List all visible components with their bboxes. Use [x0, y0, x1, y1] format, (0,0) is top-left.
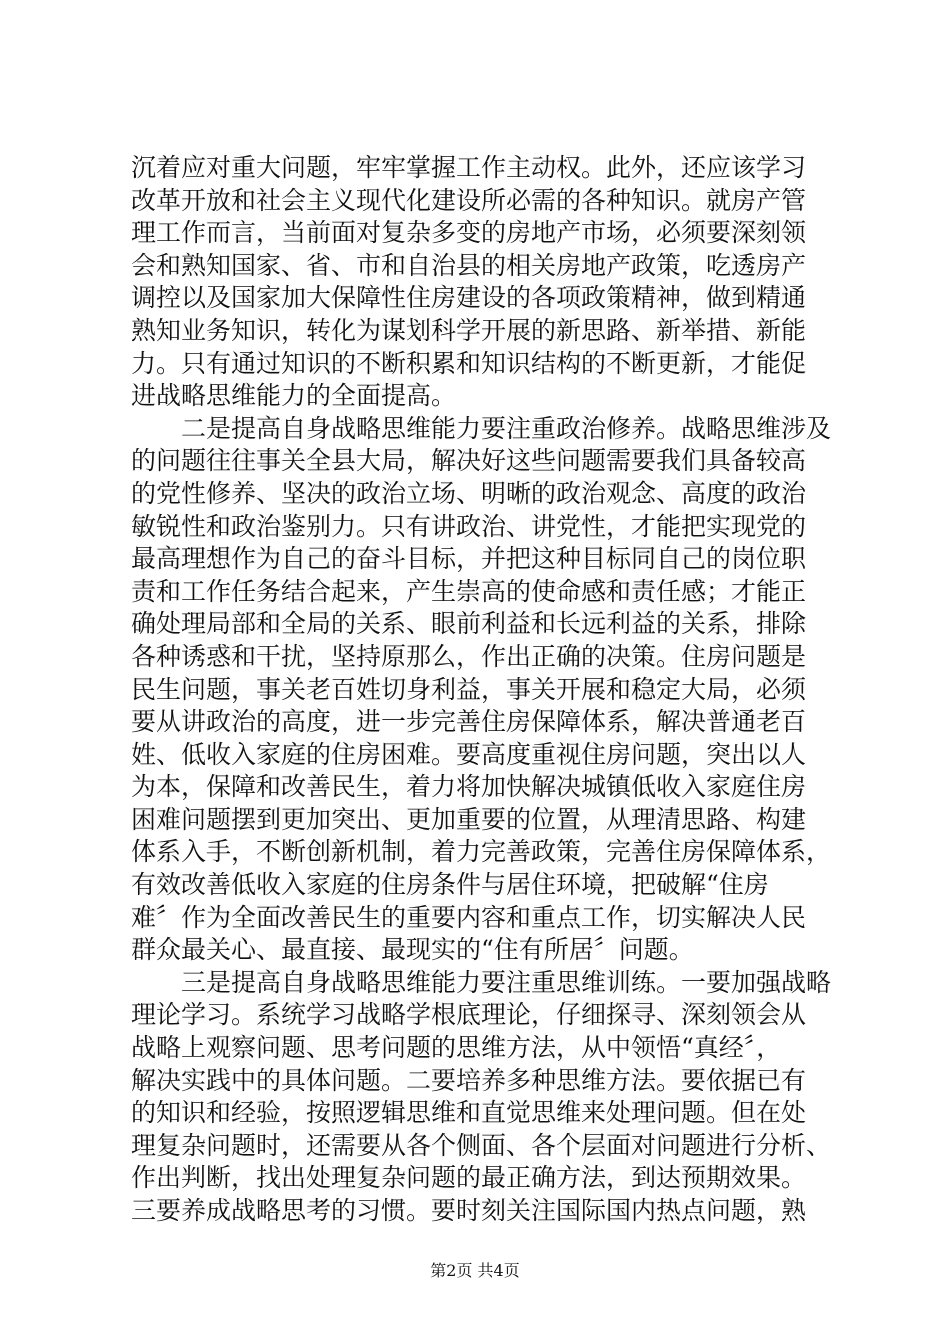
text-line: 责和工作任务结合起来，产生崇高的使命感和责任感；才能正: [131, 576, 807, 606]
text-line: 确处理局部和全局的关系、眼前利益和长远利益的关系，排除: [131, 609, 807, 639]
text-line: 各种诱惑和干扰，坚持原那么，作出正确的决策。住房问题是: [131, 641, 807, 671]
text-line: 沉着应对重大问题，牢牢掌握工作主动权。此外，还应该学习: [131, 153, 807, 182]
text-line: 作出判断，找出处理复杂问题的最正确方法，到达预期效果。: [131, 1163, 807, 1193]
paragraph-start-line: 二是提高自身战略思维能力要注重政治修养。战略思维涉及: [181, 413, 832, 443]
text-line: 群众最关心、最直接、最现实的“住有所居〞问题。: [131, 935, 694, 965]
text-line: 的知识和经验，按照逻辑思维和直觉思维来处理问题。但在处: [131, 1098, 807, 1128]
text-line: 体系入手，不断创新机制，着力完善政策，完善住房保障体系，: [131, 837, 832, 867]
text-line: 调控以及国家加大保障性住房建设的各项政策精神，做到精通: [131, 283, 807, 313]
text-line: 解决实践中的具体问题。二要培养多种思维方法。要依据已有: [131, 1065, 807, 1095]
text-line: 战略上观察问题、思考问题的思维方法，从中领悟“真经〞，: [131, 1033, 782, 1063]
text-line: 三要养成战略思考的习惯。要时刻关注国际国内热点问题，熟: [131, 1196, 807, 1225]
text-line: 进战略思维能力的全面提高。: [131, 381, 457, 411]
text-line: 困难问题摆到更加突出、更加重要的位置，从理清思路、构建: [131, 804, 807, 834]
text-line: 理工作而言，当前面对复杂多变的房地产市场，必须要深刻领: [131, 218, 807, 248]
text-line: 为本，保障和改善民生，着力将加快解决城镇低收入家庭住房: [131, 772, 807, 802]
page-footer: [0, 1258, 950, 1281]
text-line: 会和熟知国家、省、市和自治县的相关房地产政策，吃透房产: [131, 250, 807, 280]
text-line: 理论学习。系统学习战略学根底理论，仔细探寻、深刻领会从: [131, 1000, 807, 1030]
text-line: 理复杂问题时，还需要从各个侧面、各个层面对问题进行分析、: [131, 1130, 832, 1160]
text-line: 姓、低收入家庭的住房困难。要高度重视住房问题，突出以人: [131, 739, 807, 769]
text-line: 难〞作为全面改善民生的重要内容和重点工作，切实解决人民: [131, 902, 807, 932]
text-line: 力。只有通过知识的不断积累和知识结构的不断更新，才能促: [131, 348, 807, 378]
text-line: 改革开放和社会主义现代化建设所必需的各种知识。就房产管: [131, 185, 807, 215]
text-line: 的党性修养、坚决的政治立场、明晰的政治观念、高度的政治: [131, 478, 807, 508]
text-line: 最高理想作为自己的奋斗目标，并把这种目标同自己的岗位职: [131, 544, 807, 574]
body-text: [131, 152, 832, 1228]
paragraph-start-line: 三是提高自身战略思维能力要注重思维训练。一要加强战略: [181, 967, 832, 997]
text-line: 的问题往往事关全县大局，解决好这些问题需要我们具备较高: [131, 446, 807, 476]
text-line: 有效改善低收入家庭的住房条件与居住环境，把破解“住房: [131, 870, 769, 900]
page-number: 第2页 共4页: [430, 1261, 520, 1280]
text-line: 敏锐性和政治鉴别力。只有讲政治、讲党性，才能把实现党的: [131, 511, 807, 541]
text-line: 熟知业务知识，转化为谋划科学开展的新思路、新举措、新能: [131, 315, 807, 345]
text-line: 民生问题，事关老百姓切身利益，事关开展和稳定大局，必须: [131, 674, 807, 704]
text-line: 要从讲政治的高度，进一步完善住房保障体系，解决普通老百: [131, 707, 807, 737]
